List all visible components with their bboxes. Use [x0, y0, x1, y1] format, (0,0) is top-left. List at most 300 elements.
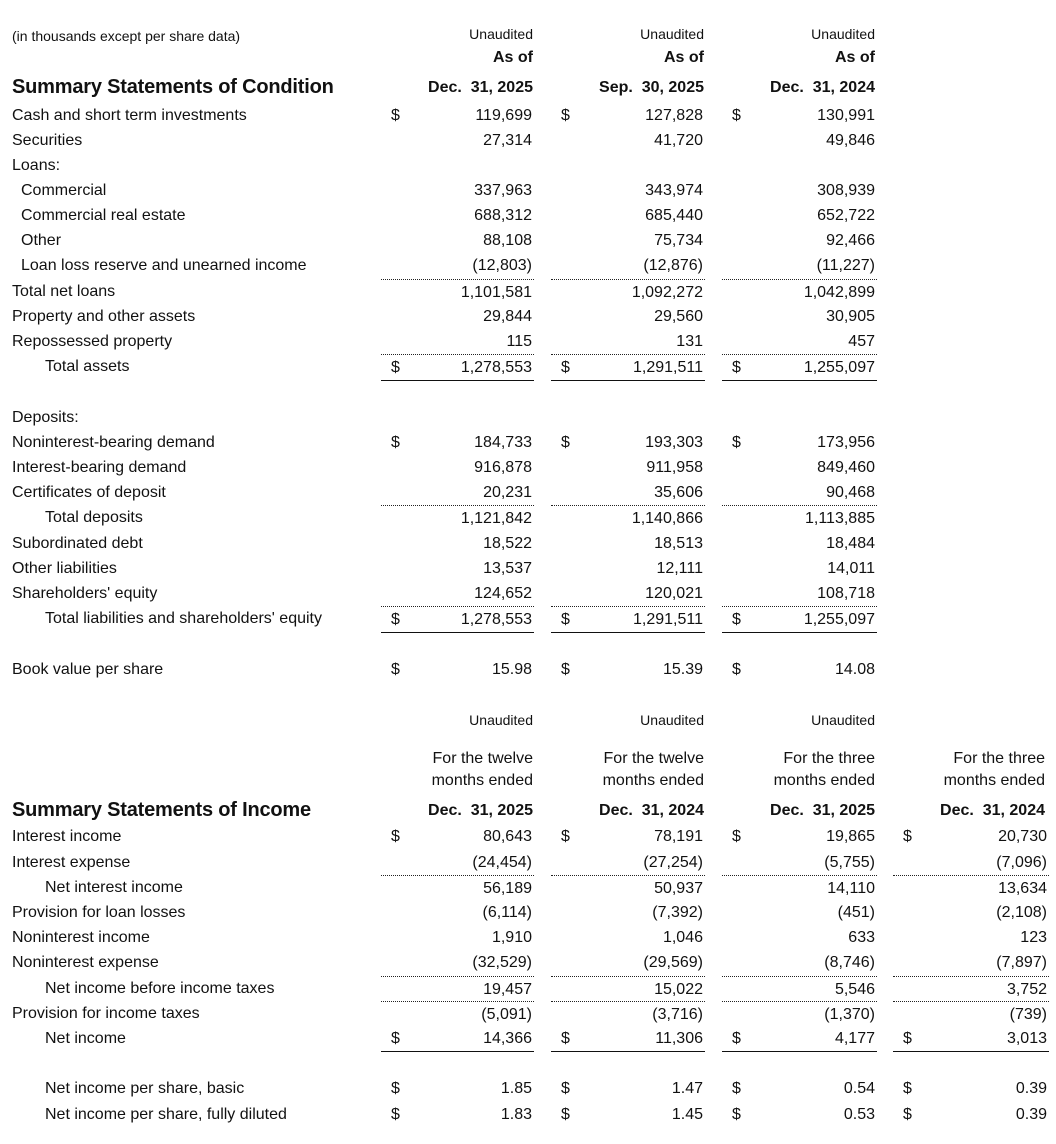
value-cell [893, 850, 1049, 875]
cell-value: (8,746) [824, 954, 875, 971]
cell-value: 56,189 [483, 880, 532, 897]
currency-symbol: $ [561, 359, 570, 376]
cell-value: 849,460 [817, 459, 875, 476]
value-cell [722, 405, 877, 430]
cell-value: 78,191 [654, 828, 703, 845]
value-cell [551, 976, 705, 1002]
value-cell [381, 581, 534, 606]
value-cell [381, 153, 534, 178]
cell-value: 14,366 [483, 1030, 532, 1047]
value-cell [381, 1026, 534, 1052]
cell-value: 18,522 [483, 535, 532, 552]
income-section-title: Summary Statements of Income [12, 799, 311, 821]
cell-value: 633 [848, 929, 875, 946]
value-cell [551, 178, 705, 203]
value-cell [381, 657, 534, 682]
value-cell [381, 178, 534, 203]
col-period-line1: For the three [953, 750, 1045, 767]
cell-value: 3,013 [1006, 1030, 1047, 1047]
currency-symbol: $ [732, 1030, 741, 1047]
value-cell [893, 1076, 1049, 1101]
col-asof-label: As of [835, 49, 875, 66]
table-row [0, 228, 1056, 253]
cell-value: 1.45 [671, 1106, 703, 1123]
value-cell [722, 178, 877, 203]
col-period-line2: months ended [602, 772, 704, 789]
value-cell [893, 875, 1049, 901]
cell-value: 0.53 [843, 1106, 875, 1123]
cell-value: (739) [1009, 1006, 1047, 1023]
cell-value: 120,021 [645, 585, 703, 602]
table-row [0, 976, 1056, 1001]
currency-symbol: $ [391, 828, 400, 845]
value-cell [722, 581, 877, 606]
row-label: Subordinated debt [12, 535, 143, 552]
currency-symbol: $ [732, 611, 741, 628]
value-cell [551, 228, 705, 253]
value-cell [551, 354, 705, 381]
cell-value: 92,466 [826, 232, 875, 249]
cell-value: 130,991 [817, 107, 875, 124]
cell-value: 1,092,272 [631, 284, 703, 301]
col-audit-label: Unaudited [469, 712, 533, 728]
row-label: Loans: [12, 157, 61, 174]
row-label: Certificates of deposit [12, 484, 166, 501]
table-row [0, 925, 1056, 950]
currency-symbol: $ [391, 434, 400, 451]
table-row [0, 1076, 1056, 1101]
value-cell [722, 253, 877, 278]
row-label: Total deposits [45, 509, 143, 526]
value-cell [722, 455, 877, 480]
value-cell [722, 103, 877, 128]
value-cell [893, 976, 1049, 1002]
cell-value: 12,111 [656, 560, 703, 577]
cell-value: 15,022 [654, 981, 703, 998]
cell-value: 0.39 [1015, 1080, 1047, 1097]
cell-value: 916,878 [474, 459, 532, 476]
value-cell [722, 354, 877, 381]
table-row [0, 253, 1056, 278]
table-row [0, 1026, 1056, 1051]
value-cell [381, 505, 534, 531]
currency-symbol: $ [391, 1080, 400, 1097]
currency-symbol: $ [561, 107, 570, 124]
value-cell [551, 480, 705, 505]
value-cell [551, 253, 705, 278]
value-cell [722, 824, 877, 849]
cell-value: 1,121,842 [460, 510, 532, 527]
table-row [0, 850, 1056, 875]
cell-value: 18,484 [826, 535, 875, 552]
row-label: Commercial real estate [21, 207, 186, 224]
value-cell [722, 279, 877, 305]
condition-section-title: Summary Statements of Condition [12, 76, 334, 98]
cell-value: 15.39 [662, 661, 703, 678]
value-cell [551, 203, 705, 228]
cell-value: (1,370) [824, 1006, 875, 1023]
value-cell [381, 950, 534, 975]
table-row [0, 405, 1056, 430]
table-row [0, 556, 1056, 581]
row-label: Deposits: [12, 409, 79, 426]
cell-value: (32,529) [472, 954, 532, 971]
cell-value: 50,937 [654, 880, 703, 897]
cell-value: 457 [848, 333, 875, 350]
value-cell [722, 203, 877, 228]
cell-value: 75,734 [654, 232, 703, 249]
value-cell [551, 1076, 705, 1101]
currency-symbol: $ [732, 359, 741, 376]
cell-value: 124,652 [474, 585, 532, 602]
currency-symbol: $ [391, 1030, 400, 1047]
row-label: Net interest income [45, 879, 183, 896]
value-cell [722, 128, 877, 153]
row-label: Total assets [45, 358, 130, 375]
value-cell [381, 203, 534, 228]
cell-value: 19,457 [483, 981, 532, 998]
row-label: Interest income [12, 828, 122, 845]
col-date-header: Dec. 31, 2025 [428, 79, 533, 96]
value-cell [722, 606, 877, 633]
row-label: Repossessed property [12, 333, 173, 350]
cell-value: (3,716) [652, 1006, 703, 1023]
table-row [0, 480, 1056, 505]
col-date-header: Sep. 30, 2025 [599, 79, 704, 96]
cell-value: (5,755) [824, 854, 875, 871]
value-cell [551, 279, 705, 305]
table-row [0, 900, 1056, 925]
value-cell [381, 128, 534, 153]
row-label: Provision for income taxes [12, 1005, 200, 1022]
table-row [0, 531, 1056, 556]
cell-value: (27,254) [643, 854, 703, 871]
col-date-header: Dec. 31, 2024 [599, 802, 704, 819]
value-cell [381, 228, 534, 253]
cell-value: 1,140,866 [631, 510, 703, 527]
cell-value: 1,101,581 [460, 284, 532, 301]
cell-value: 18,513 [654, 535, 703, 552]
value-cell [722, 480, 877, 505]
row-label: Noninterest expense [12, 954, 159, 971]
currency-symbol: $ [391, 661, 400, 678]
col-period-line1: For the three [783, 750, 875, 767]
value-cell [722, 900, 877, 925]
currency-symbol: $ [561, 1080, 570, 1097]
cell-value: 5,546 [834, 981, 875, 998]
value-cell [551, 581, 705, 606]
cell-value: 685,440 [645, 207, 703, 224]
row-label: Net income per share, fully diluted [45, 1106, 287, 1123]
cell-value: (5,091) [481, 1006, 532, 1023]
value-cell [893, 950, 1049, 975]
cell-value: 20,231 [483, 484, 532, 501]
col-audit-label: Unaudited [469, 26, 533, 42]
cell-value: (24,454) [472, 854, 532, 871]
cell-value: 652,722 [817, 207, 875, 224]
value-cell [551, 455, 705, 480]
cell-value: 1,278,553 [460, 611, 532, 628]
cell-value: (6,114) [482, 904, 532, 921]
table-row [0, 1001, 1056, 1026]
value-cell [722, 1076, 877, 1101]
value-cell [551, 405, 705, 430]
cell-value: 14.08 [834, 661, 875, 678]
currency-symbol: $ [903, 828, 912, 845]
cell-value: 108,718 [817, 585, 875, 602]
cell-value: 29,560 [654, 308, 703, 325]
value-cell [551, 606, 705, 633]
value-cell [381, 279, 534, 305]
table-row [0, 1102, 1056, 1127]
currency-symbol: $ [391, 611, 400, 628]
value-cell [722, 657, 877, 682]
value-cell [381, 1076, 534, 1101]
cell-value: 1,113,885 [805, 510, 875, 527]
cell-value: 0.54 [843, 1080, 875, 1097]
row-label: Property and other assets [12, 308, 196, 325]
table-row [0, 103, 1056, 128]
table-row [0, 128, 1056, 153]
row-label: Securities [12, 132, 83, 149]
row-label: Commercial [21, 182, 107, 199]
value-cell [551, 128, 705, 153]
row-label: Other liabilities [12, 560, 117, 577]
value-cell [722, 505, 877, 531]
value-cell [551, 153, 705, 178]
value-cell [551, 950, 705, 975]
cell-value: 337,963 [474, 182, 532, 199]
cell-value: 14,110 [827, 880, 875, 897]
row-label: Loan loss reserve and unearned income [21, 257, 307, 274]
cell-value: 911,958 [646, 459, 703, 476]
value-cell [722, 304, 877, 329]
value-cell [381, 480, 534, 505]
table-row [0, 657, 1056, 682]
value-cell [551, 1102, 705, 1127]
currency-symbol: $ [391, 1106, 400, 1123]
currency-symbol: $ [561, 611, 570, 628]
col-audit-label: Unaudited [640, 26, 704, 42]
currency-symbol: $ [903, 1106, 912, 1123]
cell-value: (7,392) [652, 904, 703, 921]
value-cell [551, 824, 705, 849]
cell-value: 688,312 [474, 207, 532, 224]
value-cell [722, 329, 877, 354]
currency-symbol: $ [561, 828, 570, 845]
currency-symbol: $ [732, 1080, 741, 1097]
row-label: Provision for loan losses [12, 904, 186, 921]
value-cell [551, 556, 705, 581]
cell-value: 20,730 [998, 828, 1047, 845]
cell-value: 308,939 [817, 182, 875, 199]
col-period-line2: months ended [431, 772, 533, 789]
value-cell [551, 505, 705, 531]
currency-symbol: $ [561, 661, 570, 678]
value-cell [381, 304, 534, 329]
row-label: Book value per share [12, 661, 164, 678]
value-cell [722, 228, 877, 253]
currency-symbol: $ [391, 359, 400, 376]
cell-value: (451) [837, 904, 875, 921]
value-cell [551, 531, 705, 556]
col-period-line2: months ended [943, 772, 1045, 789]
value-cell [893, 1001, 1049, 1027]
units-note: (in thousands except per share data) [12, 28, 241, 44]
table-row [0, 824, 1056, 849]
value-cell [381, 900, 534, 925]
table-row [0, 606, 1056, 631]
row-label: Cash and short term investments [12, 107, 247, 124]
value-cell [893, 925, 1049, 950]
cell-value: 119,699 [475, 107, 532, 124]
currency-symbol: $ [732, 107, 741, 124]
cell-value: 173,956 [817, 434, 875, 451]
value-cell [722, 925, 877, 950]
value-cell [722, 976, 877, 1002]
value-cell [381, 253, 534, 278]
value-cell [551, 430, 705, 455]
cell-value: 1,291,511 [633, 359, 703, 376]
currency-symbol: $ [391, 107, 400, 124]
cell-value: 88,108 [483, 232, 532, 249]
cell-value: 127,828 [645, 107, 703, 124]
cell-value: 35,606 [654, 484, 703, 501]
cell-value: 14,011 [827, 560, 875, 577]
table-row [0, 455, 1056, 480]
cell-value: 1,255,097 [803, 359, 875, 376]
value-cell [893, 1026, 1049, 1052]
row-label: Shareholders' equity [12, 585, 158, 602]
col-audit-label: Unaudited [640, 712, 704, 728]
cell-value: 29,844 [483, 308, 532, 325]
cell-value: (11,227) [816, 257, 875, 274]
value-cell [381, 824, 534, 849]
value-cell [893, 824, 1049, 849]
cell-value: (12,876) [643, 257, 703, 274]
table-row [0, 875, 1056, 900]
value-cell [381, 1102, 534, 1127]
value-cell [722, 556, 877, 581]
cell-value: 13,634 [998, 880, 1047, 897]
cell-value: 1,042,899 [803, 284, 875, 301]
cell-value: 0.39 [1015, 1106, 1047, 1123]
value-cell [381, 1001, 534, 1027]
cell-value: 41,720 [654, 132, 703, 149]
cell-value: (12,803) [472, 257, 532, 274]
value-cell [722, 850, 877, 875]
cell-value: 1,278,553 [460, 359, 532, 376]
cell-value: (29,569) [643, 954, 703, 971]
currency-symbol: $ [732, 434, 741, 451]
cell-value: (7,897) [996, 954, 1047, 971]
cell-value: 13,537 [483, 560, 532, 577]
cell-value: 80,643 [483, 828, 532, 845]
cell-value: 1,046 [662, 929, 703, 946]
row-label: Net income before income taxes [45, 980, 275, 997]
row-label: Net income per share, basic [45, 1080, 245, 1097]
value-cell [722, 1001, 877, 1027]
value-cell [381, 606, 534, 633]
cell-value: (2,108) [996, 904, 1047, 921]
row-label: Total liabilities and shareholders' equity [45, 610, 322, 627]
currency-symbol: $ [903, 1080, 912, 1097]
value-cell [381, 329, 534, 354]
col-date-header: Dec. 31, 2025 [770, 802, 875, 819]
cell-value: 115 [506, 333, 532, 350]
value-cell [381, 405, 534, 430]
table-row [0, 304, 1056, 329]
col-audit-label: Unaudited [811, 712, 875, 728]
value-cell [381, 430, 534, 455]
cell-value: 1.85 [500, 1080, 532, 1097]
table-row [0, 178, 1056, 203]
row-label: Net income [45, 1030, 126, 1047]
cell-value: 123 [1020, 929, 1047, 946]
currency-symbol: $ [561, 434, 570, 451]
row-label: Noninterest income [12, 929, 150, 946]
value-cell [551, 1001, 705, 1027]
value-cell [893, 900, 1049, 925]
value-cell [722, 1102, 877, 1127]
col-asof-label: As of [493, 49, 533, 66]
cell-value: 1.47 [671, 1080, 703, 1097]
col-date-header: Dec. 31, 2025 [428, 802, 533, 819]
cell-value: 131 [676, 333, 703, 350]
value-cell [722, 430, 877, 455]
value-cell [722, 875, 877, 901]
value-cell [551, 1026, 705, 1052]
cell-value: 90,468 [826, 484, 875, 501]
currency-symbol: $ [732, 828, 741, 845]
row-label: Noninterest-bearing demand [12, 434, 215, 451]
value-cell [551, 850, 705, 875]
value-cell [551, 875, 705, 901]
value-cell [551, 103, 705, 128]
currency-symbol: $ [732, 661, 741, 678]
cell-value: 1,910 [491, 929, 532, 946]
cell-value: 15.98 [491, 661, 532, 678]
col-asof-label: As of [664, 49, 704, 66]
col-date-header: Dec. 31, 2024 [770, 79, 875, 96]
table-row [0, 505, 1056, 530]
value-cell [381, 354, 534, 381]
cell-value: 1,255,097 [803, 611, 875, 628]
row-label: Other [21, 232, 62, 249]
currency-symbol: $ [561, 1030, 570, 1047]
value-cell [381, 103, 534, 128]
value-cell [722, 153, 877, 178]
cell-value: 193,303 [645, 434, 703, 451]
value-cell [551, 900, 705, 925]
col-period-line2: months ended [773, 772, 875, 789]
cell-value: 27,314 [483, 132, 532, 149]
value-cell [551, 329, 705, 354]
row-label: Total net loans [12, 283, 116, 300]
value-cell [551, 304, 705, 329]
value-cell [551, 657, 705, 682]
value-cell [381, 976, 534, 1002]
row-label: Interest expense [12, 854, 131, 871]
cell-value: 184,733 [474, 434, 532, 451]
value-cell [551, 925, 705, 950]
value-cell [381, 925, 534, 950]
value-cell [722, 1026, 877, 1052]
cell-value: 3,752 [1006, 981, 1047, 998]
cell-value: 49,846 [826, 132, 875, 149]
table-row [0, 430, 1056, 455]
value-cell [722, 950, 877, 975]
